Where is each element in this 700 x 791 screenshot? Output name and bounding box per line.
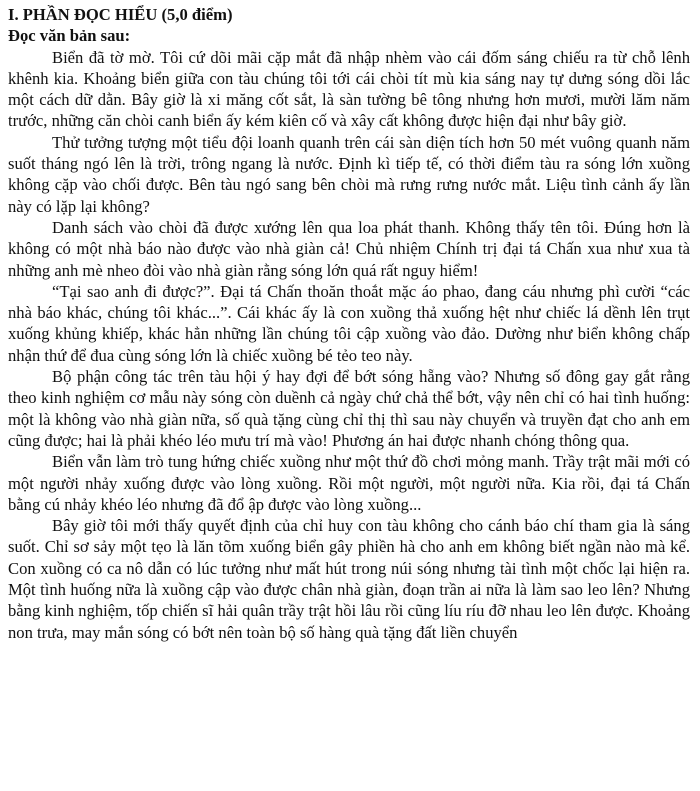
section-title: I. PHẦN ĐỌC HIỂU (5,0 điểm) — [8, 5, 233, 24]
reading-instruction: Đọc văn bản sau: — [8, 26, 131, 46]
paragraph-3: Danh sách vào chòi đã được xướng lên qua loa phát thanh. Không thấy tên tôi. Đúng hơn là không có một nhà báo nào được vào nhà giàn cả! Chủ nhiệm Chính trị đại tá Chấn xua như xua tà những anh mè nheo đòi vào nhà giàn rằng sóng lớn quá rất nguy hiểm! — [8, 217, 690, 280]
paragraph-7: Bây giờ tôi mới thấy quyết định của chỉ huy con tàu không cho cánh báo chí tham gia là sáng suốt. Chỉ sơ sảy một tẹo là lăn tõm xuống biển gây phiền hà cho anh em không biết ngần nào mà kể. Con xuồng có ca nô dẫn có lúc tưởng như mất hút trong núi sóng nhưng tài tình một chốc lại hiện ra. Một tình huống nữa là xuồng cập vào được chân nhà giàn, đoạn trần ai nữa là làm sao leo lên? Nhưng bằng kinh nghiệm, tốp chiến sĩ hải quân trầy trật hồi lâu rồi cũng líu ríu đỡ nhau leo lên được. Khoảng non trưa, may mắn sóng có bớt nên toàn bộ số hàng quà tặng đất liền chuyển — [8, 516, 690, 642]
paragraph-2: Thử tưởng tượng một tiểu đội loanh quanh trên cái sàn diện tích hơn 50 mét vuông quanh năm suốt tháng ngó lên là trời, trông ngang là nước. Định kì tiếp tế, có thời điểm tàu ra sóng lớn xuồng không cặp vào chối được. Bên tàu ngó sang bên chòi mà rưng rưng nước mắt. Liệu tình cảnh ấy lần này có lặp lại không? — [8, 132, 690, 216]
paragraph-1: Biển đã tờ mờ. Tôi cứ dõi mãi cặp mắt đã nhập nhèm vào cái đốm sáng chiếu ra từ chỗ lênh khênh kia. Khoảng biển giữa con tàu chúng tôi tới cái chòi tít mù kia sáng nay tự dưng sóng dồi lắc một cách dữ dằn. Bây giờ là xi măng cốt sắt, là sàn tường bê tông nhưng hơn mươi, mười lăm năm trước, những căn chòi canh biển ấy kém kiên cố và xây cất không được hiện đại như bây giờ. — [8, 47, 690, 131]
paragraph-4: “Tại sao anh đi được?”. Đại tá Chấn thoăn thoắt mặc áo phao, đang cáu nhưng phì cười “các nhà báo khác, chúng tôi khác...”. Cái khác ấy là con xuồng thả xuống hệt như chiếc lá dềnh lên trụt xuống khủng khiếp, khác hẳn những lần chúng tôi cập xuồng vào đảo. Dường như biển không chấp nhận thứ để đua cùng sóng lớn là chiếc xuồng bé tẻo teo này. — [8, 281, 690, 365]
paragraph-6: Biển vẫn làm trò tung hứng chiếc xuồng như một thứ đồ chơi mỏng manh. Trầy trật mãi mới có một người nhảy xuống được vào lòng xuồng. Rồi một người, một người nữa. Kia rồi, đại tá Chấn bằng cú nhảy khéo léo nhưng đã đổ ập được vào lòng xuồng... — [8, 452, 690, 514]
paragraph-5: Bộ phận công tác trên tàu hội ý hay đợi để bớt sóng hẵng vào? Nhưng số đông gay gắt rằng theo kinh nghiệm cơ mẫu này sóng còn duềnh cả ngày chứ chả thể bớt, vậy nên chỉ có hai tình huống: một là không vào nhà giàn nữa, số quà tặng cùng chỉ thị thì sau này chuyển và truyền đạt cho anh em cũng được; hai là phải khéo léo mưu trí mà vào! Phương án hai được nhanh chóng thông qua. — [8, 367, 690, 450]
